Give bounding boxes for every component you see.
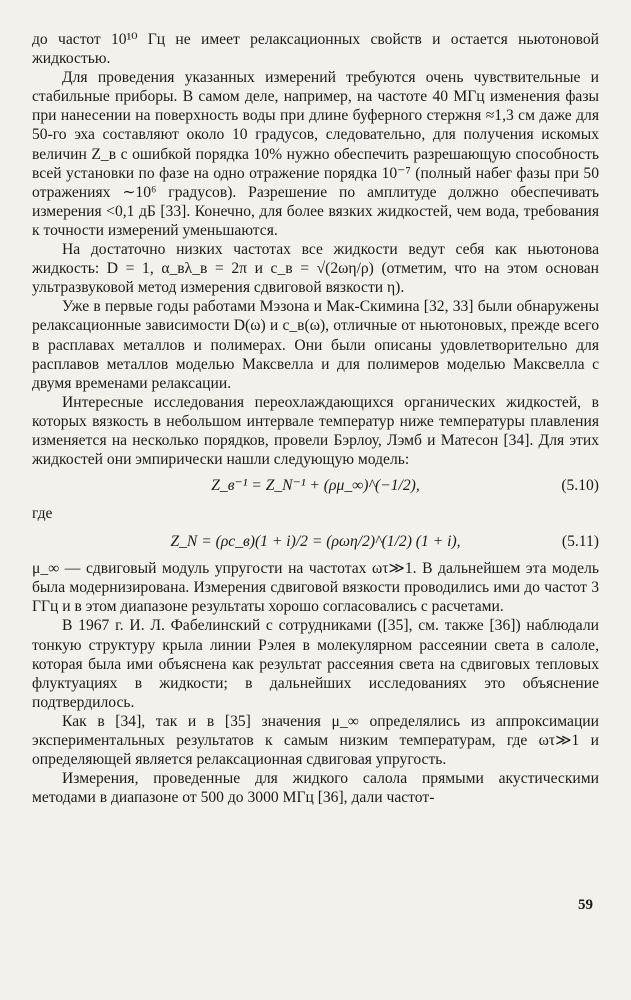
- formula-5-11-expression: Z_N = (ρc_в)(1 + i)/2 = (ρωη/2)^(1/2) (1 + i),: [170, 533, 461, 551]
- paragraph-6: μ_∞ — сдвиговый модуль упругости на частотах ωτ≫1. В дальнейшем эта модель была модернизирована. Измерения сдвиговой вязкости проводились ими до частот 3 ГГц и в этом диапазоне результаты хорошо согласовались с расчетами.: [32, 560, 599, 616]
- formula-5-11: [32, 525, 599, 559]
- formula-5-11-number: (5.11): [561, 533, 599, 551]
- page-number: 59: [578, 897, 593, 913]
- paragraph-9: Измерения, проведенные для жидкого салола прямыми акустическими методами в диапазоне от 500 до 3000 МГц [36], дали частот-: [32, 770, 599, 807]
- body-text: [32, 30, 599, 807]
- paragraph-8: Как в [34], так и в [35] значения μ_∞ определялись из аппроксимации экспериментальных результатов к самым низким температурам, где ωτ≫1 и определяющей является релаксационная сдвиговая упругость.: [32, 712, 599, 769]
- paragraph-3: На достаточно низких частотах все жидкости ведут себя как ньютонова жидкость: D = 1, α_вλ_в = 2π и c_в = √(2ωη/ρ) (отметим, что на этом основан ультразвуковой метод измерения сдвиговой вязкости η).: [32, 241, 599, 297]
- where-label: где: [32, 505, 53, 523]
- formula-5-10-number: (5.10): [561, 477, 599, 495]
- formula-5-10-expression: Z_в⁻¹ = Z_N⁻¹ + (ρμ_∞)^(−1/2),: [211, 477, 420, 495]
- paragraph-5: Интересные исследования переохлаждающихся органических жидкостей, в которых вязкость в небольшом интервале температур ниже температуры плавления изменяется на несколько порядков, провели Бэрлоу, Лэмб и Матесон [34]. Для этих жидкостей они эмпирически нашли следующую модель:: [32, 393, 599, 469]
- formula-5-10: [32, 469, 599, 503]
- paragraph-1: до частот 10¹⁰ Гц не имеет релаксационных свойств и остается ньютоновой жидкостью.: [32, 31, 599, 68]
- paragraph-4: Уже в первые годы работами Мэзона и Мак-Скимина [32, 33] были обнаружены релаксационные зависимости D(ω) и c_в(ω), отличные от ньютоновых, прежде всего в расплавах металлов и полимерах. Они были описаны удовлетворительно для расплавов металлов моделью Максвелла и для полимеров моделью Максвелла с двумя временами релаксации.: [32, 298, 599, 392]
- paragraph-7: В 1967 г. И. Л. Фабелинский с сотрудниками ([35], см. также [36]) наблюдали тонкую структуру крыла линии Рэлея в молекулярном рассеянии света в салоле, которая была ими объяснена как результат рассеяния света на сдвиговых тепловых флуктуациях в жидкости; в дальнейших исследованиях это объяснение подтвердилось.: [32, 617, 599, 711]
- paragraph-2: Для проведения указанных измерений требуются очень чувствительные и стабильные приборы. В самом деле, например, на частоте 40 МГц изменения фазы при нанесении на поверхность воды при длине буферного стержня ≈1,3 см даже для 50-го эха составляют около 10 градусов, следовательно, для получения искомых величин Z_в с ошибкой порядка 10% нужно обеспечить разрешающую способность всей установки по фазе на одно отражение порядка 10⁻⁷ (полный набег фазы при 50 отражениях ∼10⁶ градусов). Разрешение по амплитуде должно обеспечивать измерения <0,1 дБ [33]. Конечно, для более вязких жидкостей, чем вода, требования к точности измерений уменьшаются.: [32, 69, 599, 239]
